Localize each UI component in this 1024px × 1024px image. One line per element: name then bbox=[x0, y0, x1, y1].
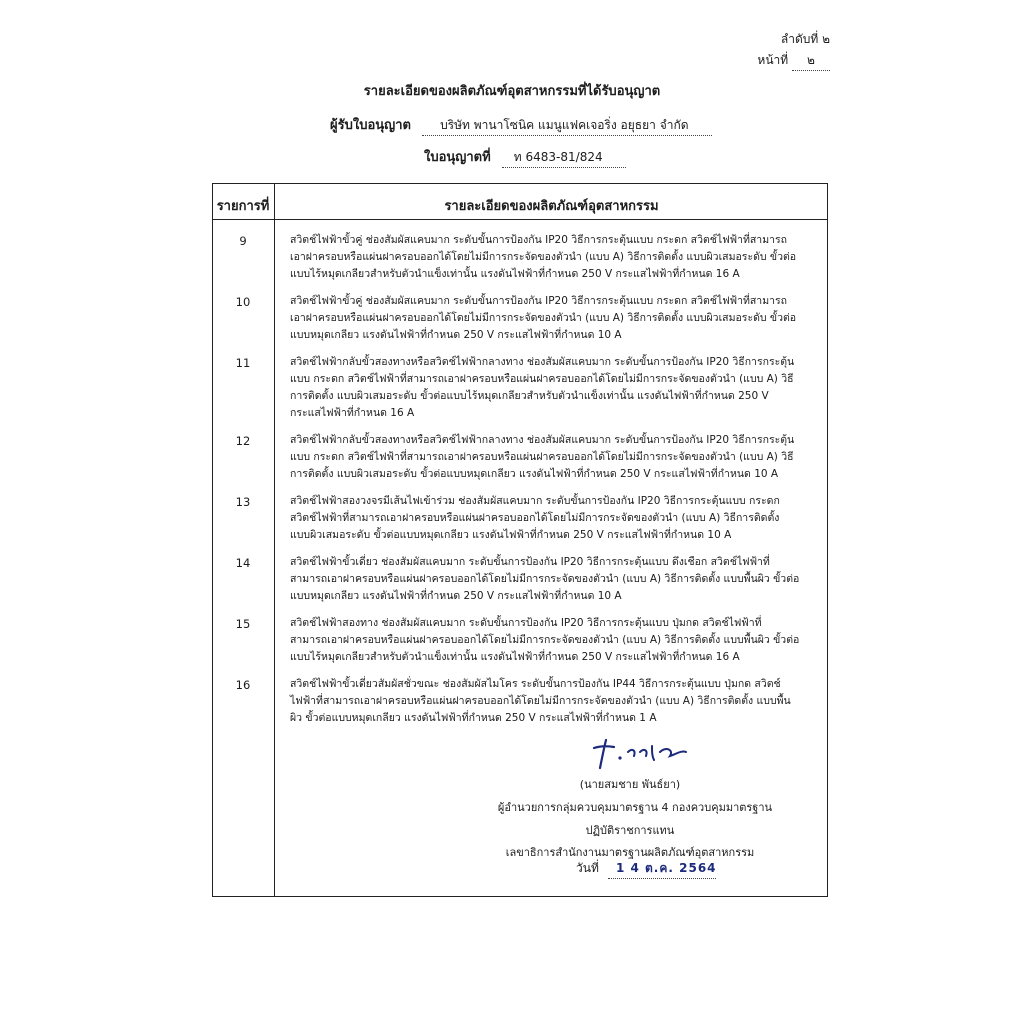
description-line: แบบหมุดเกลียว แรงดันไฟฟ้าที่กำหนด 250 V กระแสไฟฟ้าที่กำหนด 10 A bbox=[290, 329, 622, 341]
description-line: แบบ กระดก สวิตช์ไฟฟ้าที่สามารถเอาฝาครอบหรือแผ่นฝาครอบออกได้โดยไม่มีการกระจัดของตัวนำ (แบบ A) วิธี bbox=[290, 373, 794, 385]
signatory-acting: ปฏิบัติราชการแทน bbox=[585, 824, 675, 837]
description-line: สามารถเอาฝาครอบหรือแผ่นฝาครอบออกได้โดยไม่มีการกระจัดของตัวนำ (แบบ A) วิธีการติดตั้ง แบบพื้นผิว ขั้วต่อ bbox=[290, 634, 800, 646]
description-line: สวิตช์ไฟฟ้าที่สามารถเอาฝาครอบหรือแผ่นฝาครอบออกได้โดยไม่มีการกระจัดของตัวนำ (แบบ A) วิธีการติดตั้ง bbox=[290, 512, 780, 524]
description-line: แบบผิวเสมอระดับ ขั้วต่อแบบหมุดเกลียว แรงดันไฟฟ้าที่กำหนด 250 V กระแสไฟฟ้าที่กำหนด 10 A bbox=[290, 529, 732, 541]
row-number: 12 bbox=[235, 434, 251, 448]
description-line: เอาฝาครอบหรือแผ่นฝาครอบออกได้โดยไม่มีการกระจัดของตัวนำ (แบบ A) วิธีการติดตั้ง แบบผิวเสมอระดับ ขั้วต่อ bbox=[290, 312, 797, 324]
description-line: แบบ กระดก สวิตช์ไฟฟ้าที่สามารถเอาฝาครอบหรือแผ่นฝาครอบออกได้โดยไม่มีการกระจัดของตัวนำ (แบบ A) วิธี bbox=[290, 451, 794, 463]
page-label: หน้าที่ bbox=[757, 53, 789, 67]
row-description bbox=[290, 354, 810, 422]
licensee-value: บริษัท พานาโซนิค แมนูแฟคเจอริ่ง อยุธยา จำกัด bbox=[422, 116, 712, 136]
description-line: สวิตช์ไฟฟ้าขั้วเดี่ยวสัมผัสชั่วขณะ ช่องสัมผัสไมโคร ระดับขั้นการป้องกัน IP44 วิธีการกระตุ้นแบบ ปุ่มกด สวิตช์ bbox=[290, 678, 781, 690]
page-number bbox=[720, 51, 830, 71]
signatory-office: เลขาธิการสำนักงานมาตรฐานผลิตภัณฑ์อุตสาหกรรม bbox=[505, 846, 755, 859]
license-number-row bbox=[424, 146, 626, 168]
description-line: สวิตช์ไฟฟ้าขั้วคู่ ช่องสัมผัสแคบมาก ระดับขั้นการป้องกัน IP20 วิธีการกระตุ้นแบบ กระดก สวิตช์ไฟฟ้าที่สามารถ bbox=[290, 234, 788, 246]
description-line: แบบไร้หมุดเกลียวสำหรับตัวนำแข็งเท่านั้น แรงดันไฟฟ้าที่กำหนด 250 V กระแสไฟฟ้าที่กำหนด 16 A bbox=[290, 651, 740, 663]
row-number: 15 bbox=[235, 617, 251, 631]
description-line: สวิตช์ไฟฟ้าขั้วเดี่ยว ช่องสัมผัสแคบมาก ระดับขั้นการป้องกัน IP20 วิธีการกระตุ้นแบบ ดึงเชือก สวิตช์ไฟฟ้าที่ bbox=[290, 556, 770, 568]
row-description bbox=[290, 293, 810, 344]
column-header-detail: รายละเอียดของผลิตภัณฑ์อุตสาหกรรม bbox=[444, 199, 659, 214]
description-line: ไฟฟ้าที่สามารถเอาฝาครอบหรือแผ่นฝาครอบออกได้โดยไม่มีการกระจัดของตัวนำ (แบบ A) วิธีการติดตั้ง แบบพื้น bbox=[290, 695, 791, 707]
sequence-number: ลำดับที่ ๒ bbox=[780, 32, 830, 46]
licensee-row bbox=[330, 114, 712, 136]
date-value: 1 4 ต.ค. 2564 bbox=[608, 859, 716, 879]
licensee-label: ผู้รับใบอนุญาต bbox=[330, 118, 411, 133]
row-description bbox=[290, 676, 810, 727]
license-number-value: ท 6483-81/824 bbox=[502, 148, 626, 168]
description-line: สามารถเอาฝาครอบหรือแผ่นฝาครอบออกได้โดยไม่มีการกระจัดของตัวนำ (แบบ A) วิธีการติดตั้ง แบบพื้นผิว ขั้วต่อ bbox=[290, 573, 800, 585]
description-line: แบบไร้หมุดเกลียวสำหรับตัวนำแข็งเท่านั้น แรงดันไฟฟ้าที่กำหนด 250 V กระแสไฟฟ้าที่กำหนด 16 A bbox=[290, 268, 740, 280]
row-description bbox=[290, 554, 810, 605]
document-title: รายละเอียดของผลิตภัณฑ์อุตสาหกรรมที่ได้รับอนุญาต bbox=[363, 84, 661, 99]
date-row bbox=[576, 857, 716, 879]
description-line: สวิตช์ไฟฟ้าขั้วคู่ ช่องสัมผัสแคบมาก ระดับขั้นการป้องกัน IP20 วิธีการกระตุ้นแบบ กระดก สวิตช์ไฟฟ้าที่สามารถ bbox=[290, 295, 788, 307]
description-line: การติดตั้ง แบบผิวเสมอระดับ ขั้วต่อแบบไร้หมุดเกลียวสำหรับตัวนำแข็งเท่านั้น แรงดันไฟฟ้าที่กำหนด 250 V bbox=[290, 390, 769, 402]
description-line: เอาฝาครอบหรือแผ่นฝาครอบออกได้โดยไม่มีการกระจัดของตัวนำ (แบบ A) วิธีการติดตั้ง แบบผิวเสมอระดับ ขั้วต่อ bbox=[290, 251, 797, 263]
row-description bbox=[290, 493, 810, 544]
row-number: 9 bbox=[239, 234, 247, 248]
table-header-divider bbox=[212, 219, 828, 220]
row-description bbox=[290, 615, 810, 666]
description-line: แบบหมุดเกลียว แรงดันไฟฟ้าที่กำหนด 250 V กระแสไฟฟ้าที่กำหนด 10 A bbox=[290, 590, 622, 602]
row-number: 14 bbox=[235, 556, 251, 570]
row-description bbox=[290, 232, 810, 283]
license-number-label: ใบอนุญาตที่ bbox=[424, 150, 491, 165]
description-line: สวิตช์ไฟฟ้าสองทาง ช่องสัมผัสแคบมาก ระดับขั้นการป้องกัน IP20 วิธีการกระตุ้นแบบ ปุ่มกด สวิตช์ไฟฟ้าที่ bbox=[290, 617, 762, 629]
description-line: สวิตช์ไฟฟ้ากลับขั้วสองทางหรือสวิตช์ไฟฟ้ากลางทาง ช่องสัมผัสแคบมาก ระดับขั้นการป้องกัน IP20 วิธีการกระตุ้น bbox=[290, 356, 795, 368]
description-line: ผิว ขั้วต่อแบบหมุดเกลียว แรงดันไฟฟ้าที่กำหนด 250 V กระแสไฟฟ้าที่กำหนด 1 A bbox=[290, 712, 657, 724]
description-line: กระแสไฟฟ้าที่กำหนด 16 A bbox=[290, 407, 415, 419]
description-line: สวิตช์ไฟฟ้าสองวงจรมีเส้นไฟเข้าร่วม ช่องสัมผัสแคบมาก ระดับขั้นการป้องกัน IP20 วิธีการกระตุ้นแบบ กระดก bbox=[290, 495, 780, 507]
row-number: 10 bbox=[235, 295, 251, 309]
signatory-title: ผู้อำนวยการกลุ่มควบคุมมาตรฐาน 4 กองควบคุมมาตรฐาน bbox=[497, 801, 773, 814]
row-description bbox=[290, 432, 810, 483]
column-header-item: รายการที่ bbox=[216, 199, 270, 214]
handwritten-signature bbox=[588, 734, 698, 774]
row-number: 13 bbox=[235, 495, 251, 509]
description-line: สวิตช์ไฟฟ้ากลับขั้วสองทางหรือสวิตช์ไฟฟ้ากลางทาง ช่องสัมผัสแคบมาก ระดับขั้นการป้องกัน IP20 วิธีการกระตุ้น bbox=[290, 434, 795, 446]
row-number: 11 bbox=[235, 356, 251, 370]
date-label: วันที่ bbox=[576, 861, 599, 875]
description-line: การติดตั้ง แบบผิวเสมอระดับ ขั้วต่อแบบหมุดเกลียว แรงดันไฟฟ้าที่กำหนด 250 V กระแสไฟฟ้าที่กำหนด 10 A bbox=[290, 468, 779, 480]
signatory-name: (นายสมชาย พันธ์ยา) bbox=[579, 778, 681, 791]
page-value: ๒ bbox=[792, 51, 830, 71]
row-number: 16 bbox=[235, 678, 251, 692]
table-column-divider bbox=[274, 183, 275, 897]
